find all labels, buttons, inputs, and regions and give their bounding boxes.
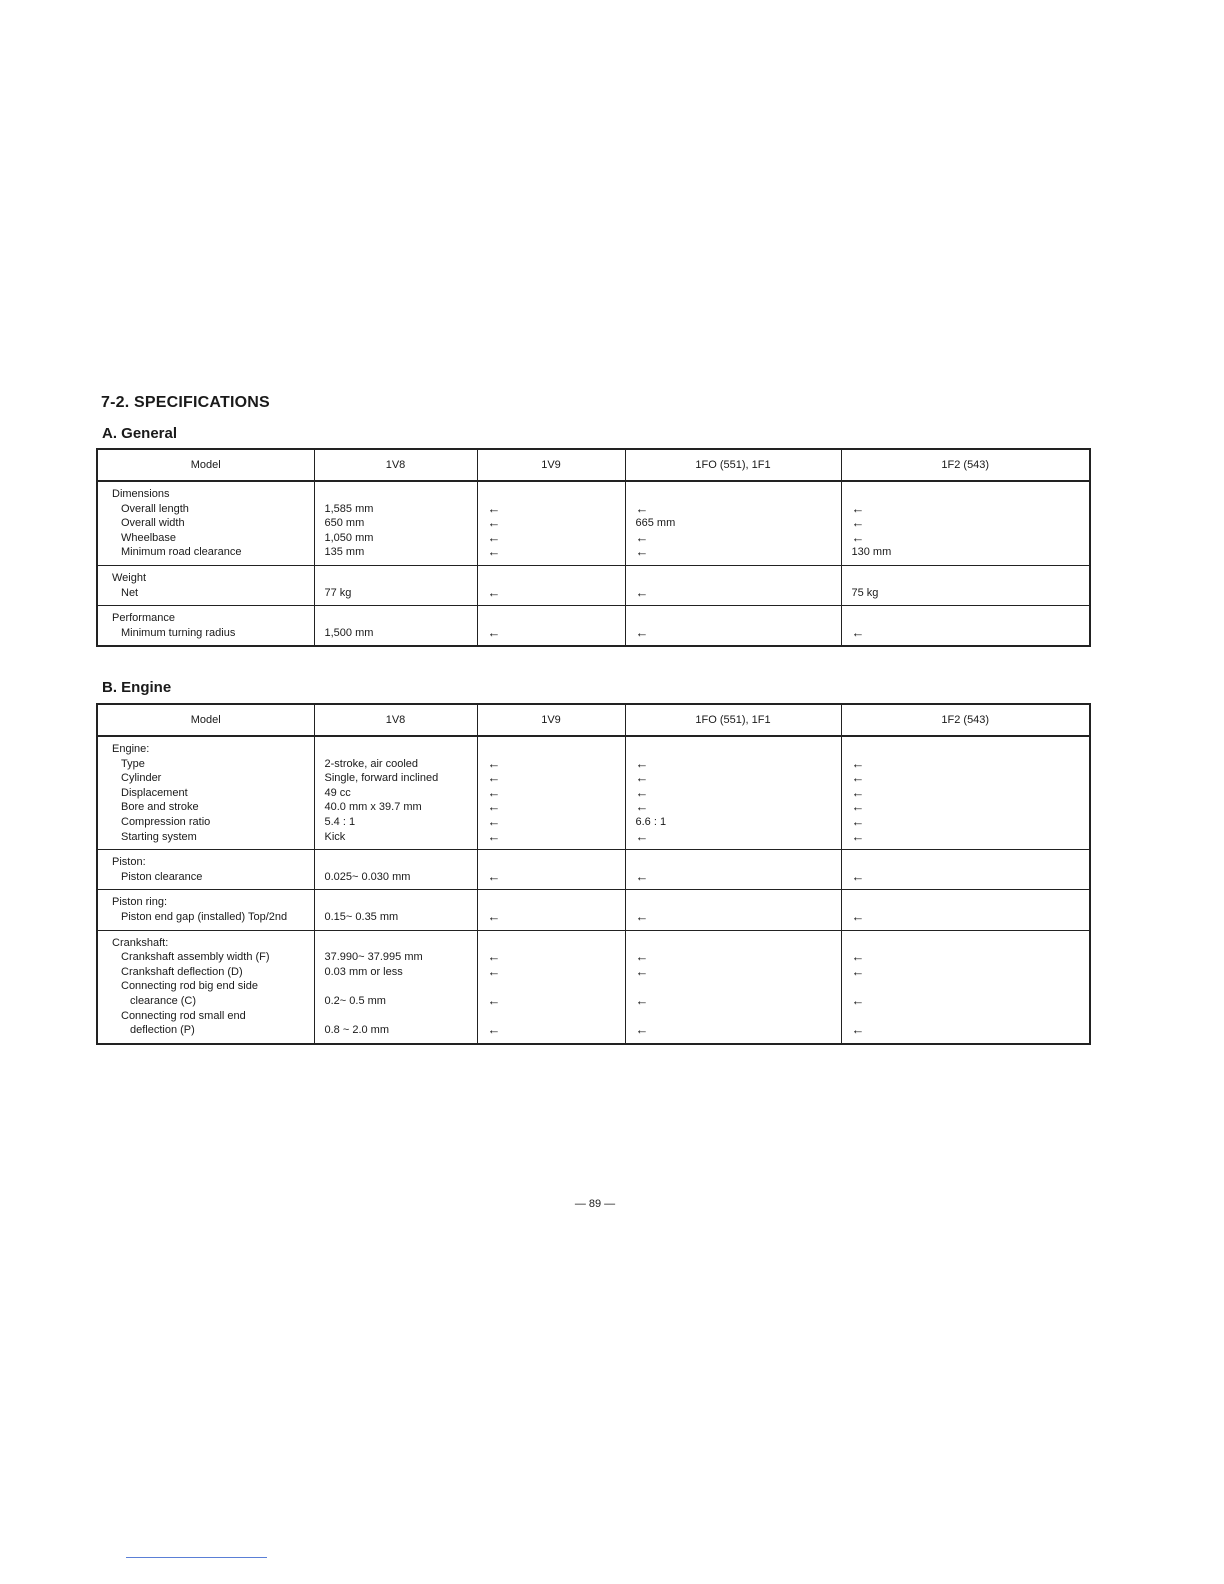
page-heading: 7-2. SPECIFICATIONS: [101, 394, 270, 411]
spec-value-cell-1v8: [314, 606, 477, 647]
same-as-left-arrow: ←: [635, 500, 649, 516]
spec-label-cell: [97, 736, 314, 850]
spec-item-label: Overall width: [121, 517, 185, 530]
spec-value-cell-1fo: [625, 850, 841, 890]
spec-group-label: Dimensions: [112, 488, 170, 500]
spec-label-cell: [97, 481, 314, 565]
spec-value: 1,050 mm: [324, 531, 374, 544]
line-spacer: [636, 979, 831, 994]
same-as-left-arrow: ←: [851, 624, 865, 640]
column-header-1v8: 1V8: [314, 704, 477, 736]
group-spacer: [852, 611, 1080, 626]
spec-label-cell: [97, 850, 314, 890]
spec-group-row: [97, 930, 1090, 1044]
same-as-left-arrow: ←: [851, 799, 865, 815]
spec-value: 49 cc: [324, 786, 351, 799]
spec-item-label: Displacement: [121, 786, 188, 799]
line-spacer: [488, 1009, 615, 1024]
same-as-left-arrow: ←: [487, 868, 501, 884]
same-as-left-arrow: ←: [635, 755, 649, 771]
general-spec-table: [96, 448, 1091, 647]
same-as-left-arrow: ←: [635, 908, 649, 924]
line-spacer: [852, 979, 1080, 994]
group-spacer: [636, 895, 831, 910]
line-spacer: [325, 979, 467, 994]
spec-group-label: Performance: [112, 612, 175, 625]
spec-value: 2-stroke, air cooled: [324, 757, 419, 770]
group-spacer: [325, 936, 467, 951]
spec-value: 5.4 : 1: [324, 815, 356, 828]
same-as-left-arrow: ←: [851, 770, 865, 786]
spec-value: Single, forward inclined: [324, 772, 439, 785]
same-as-left-arrow: ←: [851, 963, 865, 979]
column-header-model: Model: [97, 704, 314, 736]
spec-value: 0.15~ 0.35 mm: [324, 910, 399, 923]
spec-item-label: Cylinder: [121, 772, 162, 785]
spec-value-cell-1f2: [841, 736, 1090, 850]
group-spacer: [488, 742, 615, 757]
column-header-1v9: 1V9: [477, 449, 625, 481]
same-as-left-arrow: ←: [851, 755, 865, 771]
spec-value: 135 mm: [324, 546, 365, 559]
line-spacer: [852, 1009, 1080, 1024]
same-as-left-arrow: ←: [487, 963, 501, 979]
group-spacer: [636, 855, 831, 870]
same-as-left-arrow: ←: [487, 529, 501, 545]
spec-label-cell: [97, 930, 314, 1044]
group-spacer: [852, 936, 1080, 951]
group-spacer: [852, 487, 1080, 502]
line-spacer: [488, 979, 615, 994]
same-as-left-arrow: ←: [487, 949, 501, 965]
spec-value-cell-1v8: [314, 481, 477, 565]
spec-label-cell: [97, 606, 314, 647]
spec-value: 0.2~ 0.5 mm: [324, 994, 386, 1007]
spec-item-label: Wheelbase: [121, 531, 177, 544]
table-header-row: [97, 704, 1090, 736]
same-as-left-arrow: ←: [635, 868, 649, 884]
line-spacer: [325, 1009, 467, 1024]
spec-item-label: Piston end gap (installed) Top/2nd: [121, 910, 288, 923]
group-spacer: [636, 611, 831, 626]
column-header-1f2: 1F2 (543): [841, 449, 1090, 481]
spec-group-row: [97, 481, 1090, 565]
group-spacer: [325, 895, 467, 910]
engine-spec-table: [96, 703, 1091, 1045]
same-as-left-arrow: ←: [487, 908, 501, 924]
spec-item-label: Crankshaft assembly width (F): [121, 951, 270, 964]
spec-value-cell-1fo: [625, 606, 841, 647]
same-as-left-arrow: ←: [487, 799, 501, 815]
spec-group-row: [97, 565, 1090, 605]
spec-group-row: [97, 736, 1090, 850]
spec-value-cell-1fo: [625, 481, 841, 565]
group-spacer: [325, 571, 467, 586]
same-as-left-arrow: ←: [635, 1022, 649, 1038]
spec-value: 6.6 : 1: [635, 815, 667, 828]
spec-item-label: Starting system: [121, 830, 197, 843]
column-header-1fo: 1FO (551), 1F1: [625, 704, 841, 736]
spec-group-row: [97, 850, 1090, 890]
table-header-row: [97, 449, 1090, 481]
column-header-1v8: 1V8: [314, 449, 477, 481]
group-spacer: [852, 742, 1080, 757]
same-as-left-arrow: ←: [635, 624, 649, 640]
spec-item-label: Connecting rod big end side: [121, 980, 258, 993]
same-as-left-arrow: ←: [851, 784, 865, 800]
same-as-left-arrow: ←: [851, 949, 865, 965]
spec-value-cell-1v9: [477, 481, 625, 565]
spec-item-label: Overall length: [121, 502, 189, 515]
spec-value: 0.8 ~ 2.0 mm: [324, 1024, 390, 1037]
spec-group-label: Weight: [112, 571, 147, 584]
spec-value-cell-1v8: [314, 890, 477, 930]
same-as-left-arrow: ←: [635, 770, 649, 786]
general-section-title: A. General: [102, 425, 178, 442]
same-as-left-arrow: ←: [851, 868, 865, 884]
group-spacer: [488, 895, 615, 910]
same-as-left-arrow: ←: [635, 949, 649, 965]
same-as-left-arrow: ←: [487, 770, 501, 786]
spec-item-label: Bore and stroke: [121, 801, 199, 814]
spec-item-label: Compression ratio: [121, 815, 211, 828]
same-as-left-arrow: ←: [487, 813, 501, 829]
same-as-left-arrow: ←: [635, 529, 649, 545]
spec-value-cell-1f2: [841, 481, 1090, 565]
same-as-left-arrow: ←: [487, 992, 501, 1008]
spec-value-cell-1v9: [477, 565, 625, 605]
group-spacer: [488, 571, 615, 586]
spec-value-cell-1f2: [841, 850, 1090, 890]
spec-value: 650 mm: [324, 517, 365, 530]
same-as-left-arrow: ←: [851, 992, 865, 1008]
same-as-left-arrow: ←: [487, 544, 501, 560]
same-as-left-arrow: ←: [487, 584, 501, 600]
group-spacer: [852, 895, 1080, 910]
column-header-model: Model: [97, 449, 314, 481]
page-number: — 89 —: [574, 1198, 616, 1210]
spec-value-cell-1fo: [625, 736, 841, 850]
group-spacer: [852, 571, 1080, 586]
group-spacer: [636, 487, 831, 502]
same-as-left-arrow: ←: [635, 784, 649, 800]
spec-item-label: Type: [121, 757, 145, 770]
spec-value-cell-1fo: [625, 565, 841, 605]
spec-value: 1,585 mm: [324, 502, 374, 515]
group-spacer: [852, 855, 1080, 870]
spec-item-label-continued: deflection (P): [130, 1024, 195, 1037]
group-spacer: [325, 855, 467, 870]
spec-value-cell-1f2: [841, 890, 1090, 930]
column-header-1f2: 1F2 (543): [841, 704, 1090, 736]
spec-value-cell-1v8: [314, 565, 477, 605]
spec-item-label: Minimum turning radius: [121, 626, 236, 639]
same-as-left-arrow: ←: [851, 529, 865, 545]
column-header-1v9: 1V9: [477, 704, 625, 736]
same-as-left-arrow: ←: [487, 784, 501, 800]
spec-value-cell-1v8: [314, 850, 477, 890]
spec-value: 665 mm: [635, 517, 676, 530]
line-spacer: [636, 1009, 831, 1024]
spec-value: 1,500 mm: [324, 626, 374, 639]
spec-value-cell-1fo: [625, 890, 841, 930]
spec-item-label: Connecting rod small end: [121, 1009, 246, 1022]
group-spacer: [488, 487, 615, 502]
spec-value-cell-1v9: [477, 736, 625, 850]
spec-group-label: Piston:: [112, 856, 146, 869]
column-header-1fo: 1FO (551), 1F1: [625, 449, 841, 481]
spec-item-label: Crankshaft deflection (D): [121, 965, 243, 978]
spec-value-cell-1v9: [477, 850, 625, 890]
spec-item-label-continued: clearance (C): [130, 994, 197, 1007]
spec-item-label: Piston clearance: [121, 870, 203, 883]
spec-value-cell-1v9: [477, 890, 625, 930]
same-as-left-arrow: ←: [635, 963, 649, 979]
same-as-left-arrow: ←: [851, 828, 865, 844]
spec-group-row: [97, 606, 1090, 647]
footer-rule: [126, 1557, 267, 1558]
same-as-left-arrow: ←: [635, 799, 649, 815]
same-as-left-arrow: ←: [487, 515, 501, 531]
group-spacer: [488, 855, 615, 870]
same-as-left-arrow: ←: [851, 813, 865, 829]
spec-item-label: Minimum road clearance: [121, 546, 242, 559]
spec-group-label: Engine:: [112, 743, 150, 755]
spec-value-cell-1v8: [314, 930, 477, 1044]
same-as-left-arrow: ←: [851, 908, 865, 924]
group-spacer: [636, 571, 831, 586]
same-as-left-arrow: ←: [487, 500, 501, 516]
same-as-left-arrow: ←: [635, 828, 649, 844]
same-as-left-arrow: ←: [851, 1022, 865, 1038]
group-spacer: [488, 936, 615, 951]
spec-value: 77 kg: [324, 586, 352, 599]
group-spacer: [636, 742, 831, 757]
spec-group-label: Crankshaft:: [112, 936, 169, 949]
spec-value: 0.025~ 0.030 mm: [324, 870, 411, 883]
spec-value-cell-1fo: [625, 930, 841, 1044]
group-spacer: [325, 487, 467, 502]
same-as-left-arrow: ←: [635, 544, 649, 560]
spec-item-label: Net: [121, 586, 139, 599]
spec-label-cell: [97, 565, 314, 605]
spec-label-cell: [97, 890, 314, 930]
same-as-left-arrow: ←: [851, 500, 865, 516]
spec-group-row: [97, 890, 1090, 930]
spec-value-cell-1v9: [477, 930, 625, 1044]
spec-group-label: Piston ring:: [112, 896, 168, 909]
spec-value: 75 kg: [851, 586, 879, 599]
same-as-left-arrow: ←: [635, 584, 649, 600]
spec-value-cell-1f2: [841, 565, 1090, 605]
same-as-left-arrow: ←: [487, 755, 501, 771]
group-spacer: [488, 611, 615, 626]
same-as-left-arrow: ←: [635, 992, 649, 1008]
spec-value-cell-1v9: [477, 606, 625, 647]
engine-section-title: B. Engine: [102, 679, 172, 696]
spec-value: 0.03 mm or less: [324, 965, 403, 978]
same-as-left-arrow: ←: [487, 624, 501, 640]
spec-value: 130 mm: [851, 546, 892, 559]
group-spacer: [325, 611, 467, 626]
spec-value-cell-1f2: [841, 606, 1090, 647]
group-spacer: [325, 742, 467, 757]
spec-value: 37.990~ 37.995 mm: [324, 951, 423, 964]
spec-value-cell-1f2: [841, 930, 1090, 1044]
spec-value-cell-1v8: [314, 736, 477, 850]
spec-value: Kick: [324, 830, 346, 843]
same-as-left-arrow: ←: [487, 828, 501, 844]
group-spacer: [636, 936, 831, 951]
same-as-left-arrow: ←: [487, 1022, 501, 1038]
spec-value: 40.0 mm x 39.7 mm: [324, 801, 422, 814]
same-as-left-arrow: ←: [851, 515, 865, 531]
